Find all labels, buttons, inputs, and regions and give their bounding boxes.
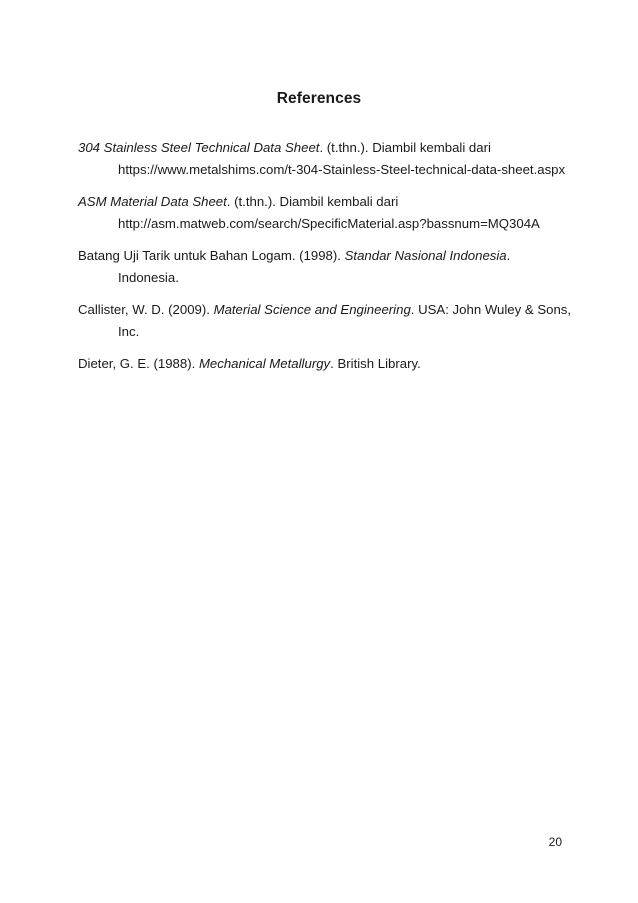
reference-title: Material Science and Engineering	[213, 302, 411, 317]
page-number: 20	[548, 835, 562, 849]
reference-text: Batang Uji Tarik untuk Bahan Logam. (1998).	[78, 248, 345, 263]
reference-item	[78, 353, 572, 375]
reference-item	[78, 299, 572, 342]
reference-text: Callister, W. D. (2009).	[78, 302, 214, 317]
reference-title: Mechanical Metallurgy	[198, 356, 331, 371]
reference-item	[78, 137, 572, 180]
reference-title: 304 Stainless Steel Technical Data Sheet	[78, 140, 320, 155]
reference-text: . USA: John Wuley & Sons, Inc.	[118, 302, 572, 339]
reference-text: . (t.thn.). Diambil kembali dari http://asm.matweb.com/search/SpecificMaterial.asp?bassnum=MQ304A	[118, 194, 540, 231]
reference-list	[78, 137, 572, 386]
reference-item	[78, 245, 572, 288]
reference-title: Standar Nasional Indonesia	[344, 248, 507, 263]
references-heading: References	[276, 90, 362, 107]
reference-text: . Indonesia.	[118, 248, 511, 285]
reference-text: . British Library.	[330, 356, 421, 371]
reference-text: Dieter, G. E. (1988).	[78, 356, 199, 371]
reference-title: ASM Material Data Sheet	[78, 194, 227, 209]
reference-text: . (t.thn.). Diambil kembali dari https://www.metalshims.com/t-304-Stainless-Steel-technical-data-sheet.aspx	[118, 140, 566, 177]
reference-item	[78, 191, 572, 234]
